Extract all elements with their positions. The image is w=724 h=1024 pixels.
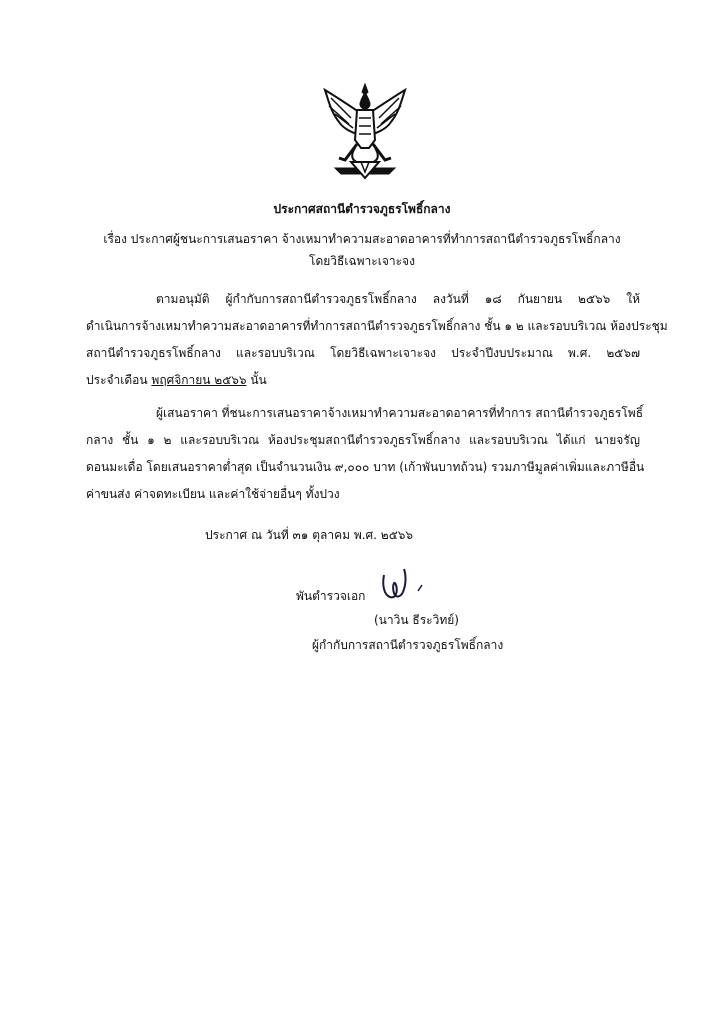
subject-line-method: โดยวิธีเฉพาะเจาะจง — [309, 254, 415, 268]
garuda-emblem — [321, 82, 409, 182]
para2-line4: ค่าขนส่ง ค่าจดทะเบียน และค่าใช้จ่ายอื่นๆ ทั้งปวง — [86, 487, 340, 501]
para1-line4-prefix: ประจำเดือน — [86, 373, 152, 387]
para1-line3: สถานีตำรวจภูธรโพธิ์กลาง และรอบบริเวณ โดยวิธีเฉพาะเจาะจง ประจำปีงบประมาณ พ.ศ. ๒๕๖๗ — [86, 346, 640, 360]
signer-name: (นาวิน ธีระวิทย์) — [374, 613, 459, 627]
para2-line2: กลาง ชั้น ๑ ๒ และรอบบริเวณ ห้องประชุมสถานีตำรวจภูธรโพธิ์กลาง และรอบบริเวณ ได้แก่ นายจรัญ — [86, 433, 640, 447]
para2-line1: ผู้เสนอราคา ที่ชนะการเสนอราคาจ้างเหมาทำความสะอาดอาคารที่ทำการ สถานีตำรวจภูธรโพธิ์ — [156, 406, 644, 420]
subject-line: เรื่อง ประกาศผู้ชนะการเสนอราคา จ้างเหมาทำความสะอาดอาคารที่ทำการสถานีตำรวจภูธรโพธิ์กลาง — [103, 232, 621, 246]
para2-line3: ดอนมะเดื่อ โดยเสนอราคาต่ำสุด เป็นจำนวนเงิน ๙,๐๐๐ บาท (เก้าพันบาทถ้วน) รวมภาษีมูลค่าเพิ่มและภาษีอื่น — [86, 460, 645, 474]
para1-line4 — [86, 372, 640, 388]
document-title: ประกาศสถานีตำรวจภูธรโพธิ์กลาง — [273, 202, 451, 216]
para1-month-underlined: พฤศจิกายน ๒๕๖๖ — [151, 373, 247, 387]
signer-position: ผู้กำกับการสถานีตำรวจภูธรโพธิ์กลาง — [312, 638, 504, 652]
announcement-date: ประกาศ ณ วันที่ ๓๑ ตุลาคม พ.ศ. ๒๕๖๖ — [205, 528, 414, 542]
para1-line1: ตามอนุมัติ ผู้กำกับการสถานีตำรวจภูธรโพธิ์กลาง ลงวันที่ ๑๘ กันยายน ๒๕๖๖ ให้ — [156, 292, 640, 306]
handwritten-signature — [378, 565, 440, 605]
signer-rank: พันตำรวจเอก — [296, 589, 366, 603]
para1-line2: ดำเนินการจ้างเหมาทำความสะอาดอาคารที่ทำการสถานีตำรวจภูธรโพธิ์กลาง ชั้น ๑ ๒ และรอบบริเวณ ห้องประชุม — [86, 319, 668, 333]
para1-line4-suffix: นั้น — [246, 373, 267, 387]
